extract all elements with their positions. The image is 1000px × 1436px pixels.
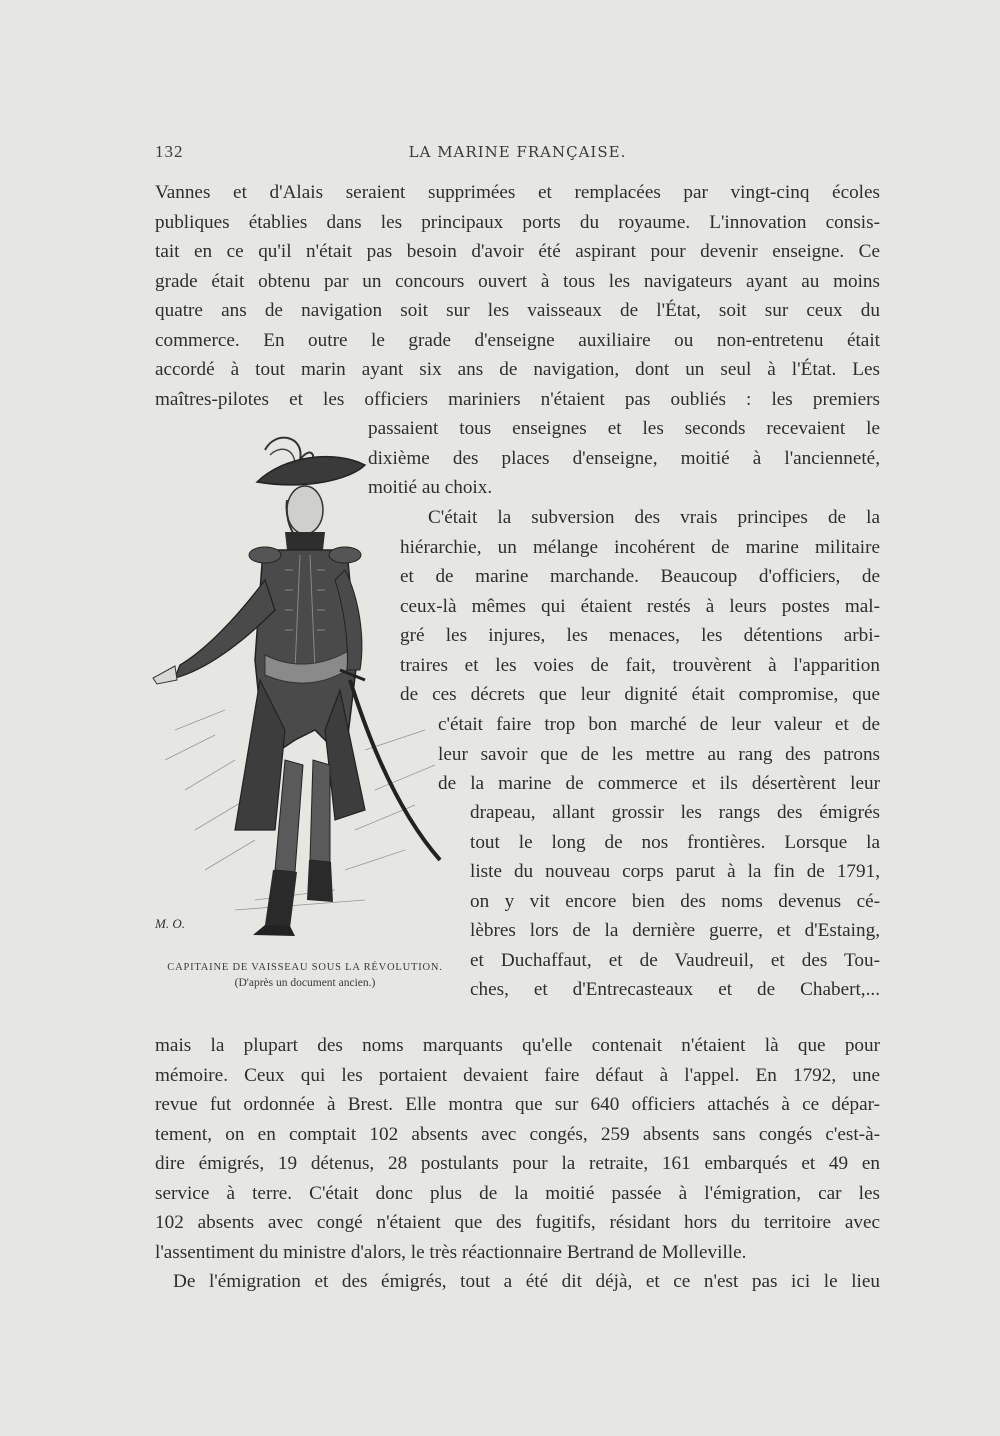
officer-illustration <box>135 430 465 950</box>
text-line: service à terre. C'était donc plus de la moitié passée à l'émigration, car les <box>155 1182 880 1204</box>
side-paragraph-b <box>400 503 880 710</box>
running-header <box>155 142 880 166</box>
figure-caption <box>150 962 460 989</box>
text-line: commerce. En outre le grade d'enseigne auxiliaire ou non-entretenu était <box>155 329 880 351</box>
text-line: Vannes et d'Alais seraient supprimées et remplacées par vingt-cinq écoles <box>155 182 880 203</box>
text-line: c'était faire trop bon marché de leur valeur et de <box>438 714 880 735</box>
side-paragraph-c <box>438 710 880 799</box>
text-line: dixième des places d'enseigne, moitié à l'ancienneté, <box>368 447 880 469</box>
text-line: traires et les voies de fait, trouvèrent à l'apparition <box>400 654 880 676</box>
text-line: ceux-là mêmes qui étaient restés à leurs postes mal- <box>400 595 880 617</box>
text-line: De l'émigration et des émigrés, tout a été dit déjà, et ce n'est pas ici le lieu <box>173 1271 880 1292</box>
text-line: moitié au choix. <box>368 477 493 498</box>
text-line: tout le long de nos frontières. Lorsque la <box>470 831 880 853</box>
text-line: quatre ans de navigation soit sur les vaisseaux de l'État, soit sur ceux du <box>155 300 880 321</box>
text-line: maîtres-pilotes et les officiers mariniers n'étaient pas oubliés : les premiers <box>155 388 880 410</box>
caption-title: CAPITAINE DE VAISSEAU SOUS LA RÉVOLUTION. <box>167 962 443 973</box>
text-line: hiérarchie, un mélange incohérent de marine militaire <box>400 536 880 558</box>
text-line: C'était la subversion des vrais principes de la <box>428 507 880 528</box>
text-line: de la marine de commerce et ils désertèrent leur <box>438 773 880 794</box>
text-line: gré les injures, les menaces, les détentions arbi- <box>400 625 880 646</box>
page-number: 132 <box>155 142 184 161</box>
text-line: ches, et d'Entrecasteaux et de Chabert,... <box>470 979 880 1000</box>
text-line: dire émigrés, 19 détenus, 28 postulants pour la retraite, 161 embarqués et 49 en <box>155 1153 880 1174</box>
text-line: accordé à tout marin ayant six ans de navigation, dont un seul à l'État. Les <box>155 359 880 380</box>
text-line: leur savoir que de les mettre au rang des patrons <box>438 743 880 765</box>
text-line: on y vit encore bien des noms devenus cé- <box>470 890 880 912</box>
text-line: publiques établies dans les principaux ports du royaume. L'innovation consis- <box>155 211 880 233</box>
top-paragraph <box>155 178 880 414</box>
text-line: drapeau, allant grossir les rangs des émigrés <box>470 802 880 823</box>
text-line: tement, on en comptait 102 absents avec congés, 259 absents sans congés c'est-à- <box>155 1123 880 1145</box>
text-line: tait en ce qu'il n'était pas besoin d'avoir été aspirant pour devenir enseigne. Ce <box>155 241 880 262</box>
captain-engraving <box>135 430 465 950</box>
text-line: mais la plupart des noms marquants qu'elle contenait n'étaient là que pour <box>155 1035 880 1056</box>
text-line: de ces décrets que leur dignité était compromise, que <box>400 684 880 705</box>
text-line: grade était obtenu par un concours ouvert à tous les navigateurs ayant au moins <box>155 270 880 292</box>
text-line: liste du nouveau corps parut à la fin de 1791, <box>470 861 880 882</box>
text-line: lèbres lors de la dernière guerre, et d'Estaing, <box>470 920 880 941</box>
text-line: et de marine marchande. Beaucoup d'officiers, de <box>400 566 880 587</box>
text-line: revue fut ordonnée à Brest. Elle montra que sur 640 officiers attachés à ce dépar- <box>155 1094 880 1115</box>
text-line: mémoire. Ceux qui les portaient devaient faire défaut à l'appel. En 1792, une <box>155 1064 880 1086</box>
artist-signature: M. O. <box>155 916 185 931</box>
bottom-paragraph <box>155 1031 880 1297</box>
text-line: l'assentiment du ministre d'alors, le très réactionnaire Bertrand de Molleville. <box>155 1241 747 1263</box>
caption-credit: (D'après un document ancien.) <box>234 977 376 989</box>
text-line: 102 absents avec congé n'étaient que des fugitifs, résidant hors du territoire avec <box>155 1212 880 1233</box>
text-line: passaient tous enseignes et les seconds recevaient le <box>368 418 880 439</box>
side-paragraph-d <box>470 798 880 1005</box>
text-line: et Duchaffaut, et de Vaudreuil, et des Tou- <box>470 949 880 971</box>
running-title: LA MARINE FRANÇAISE. <box>408 143 627 161</box>
